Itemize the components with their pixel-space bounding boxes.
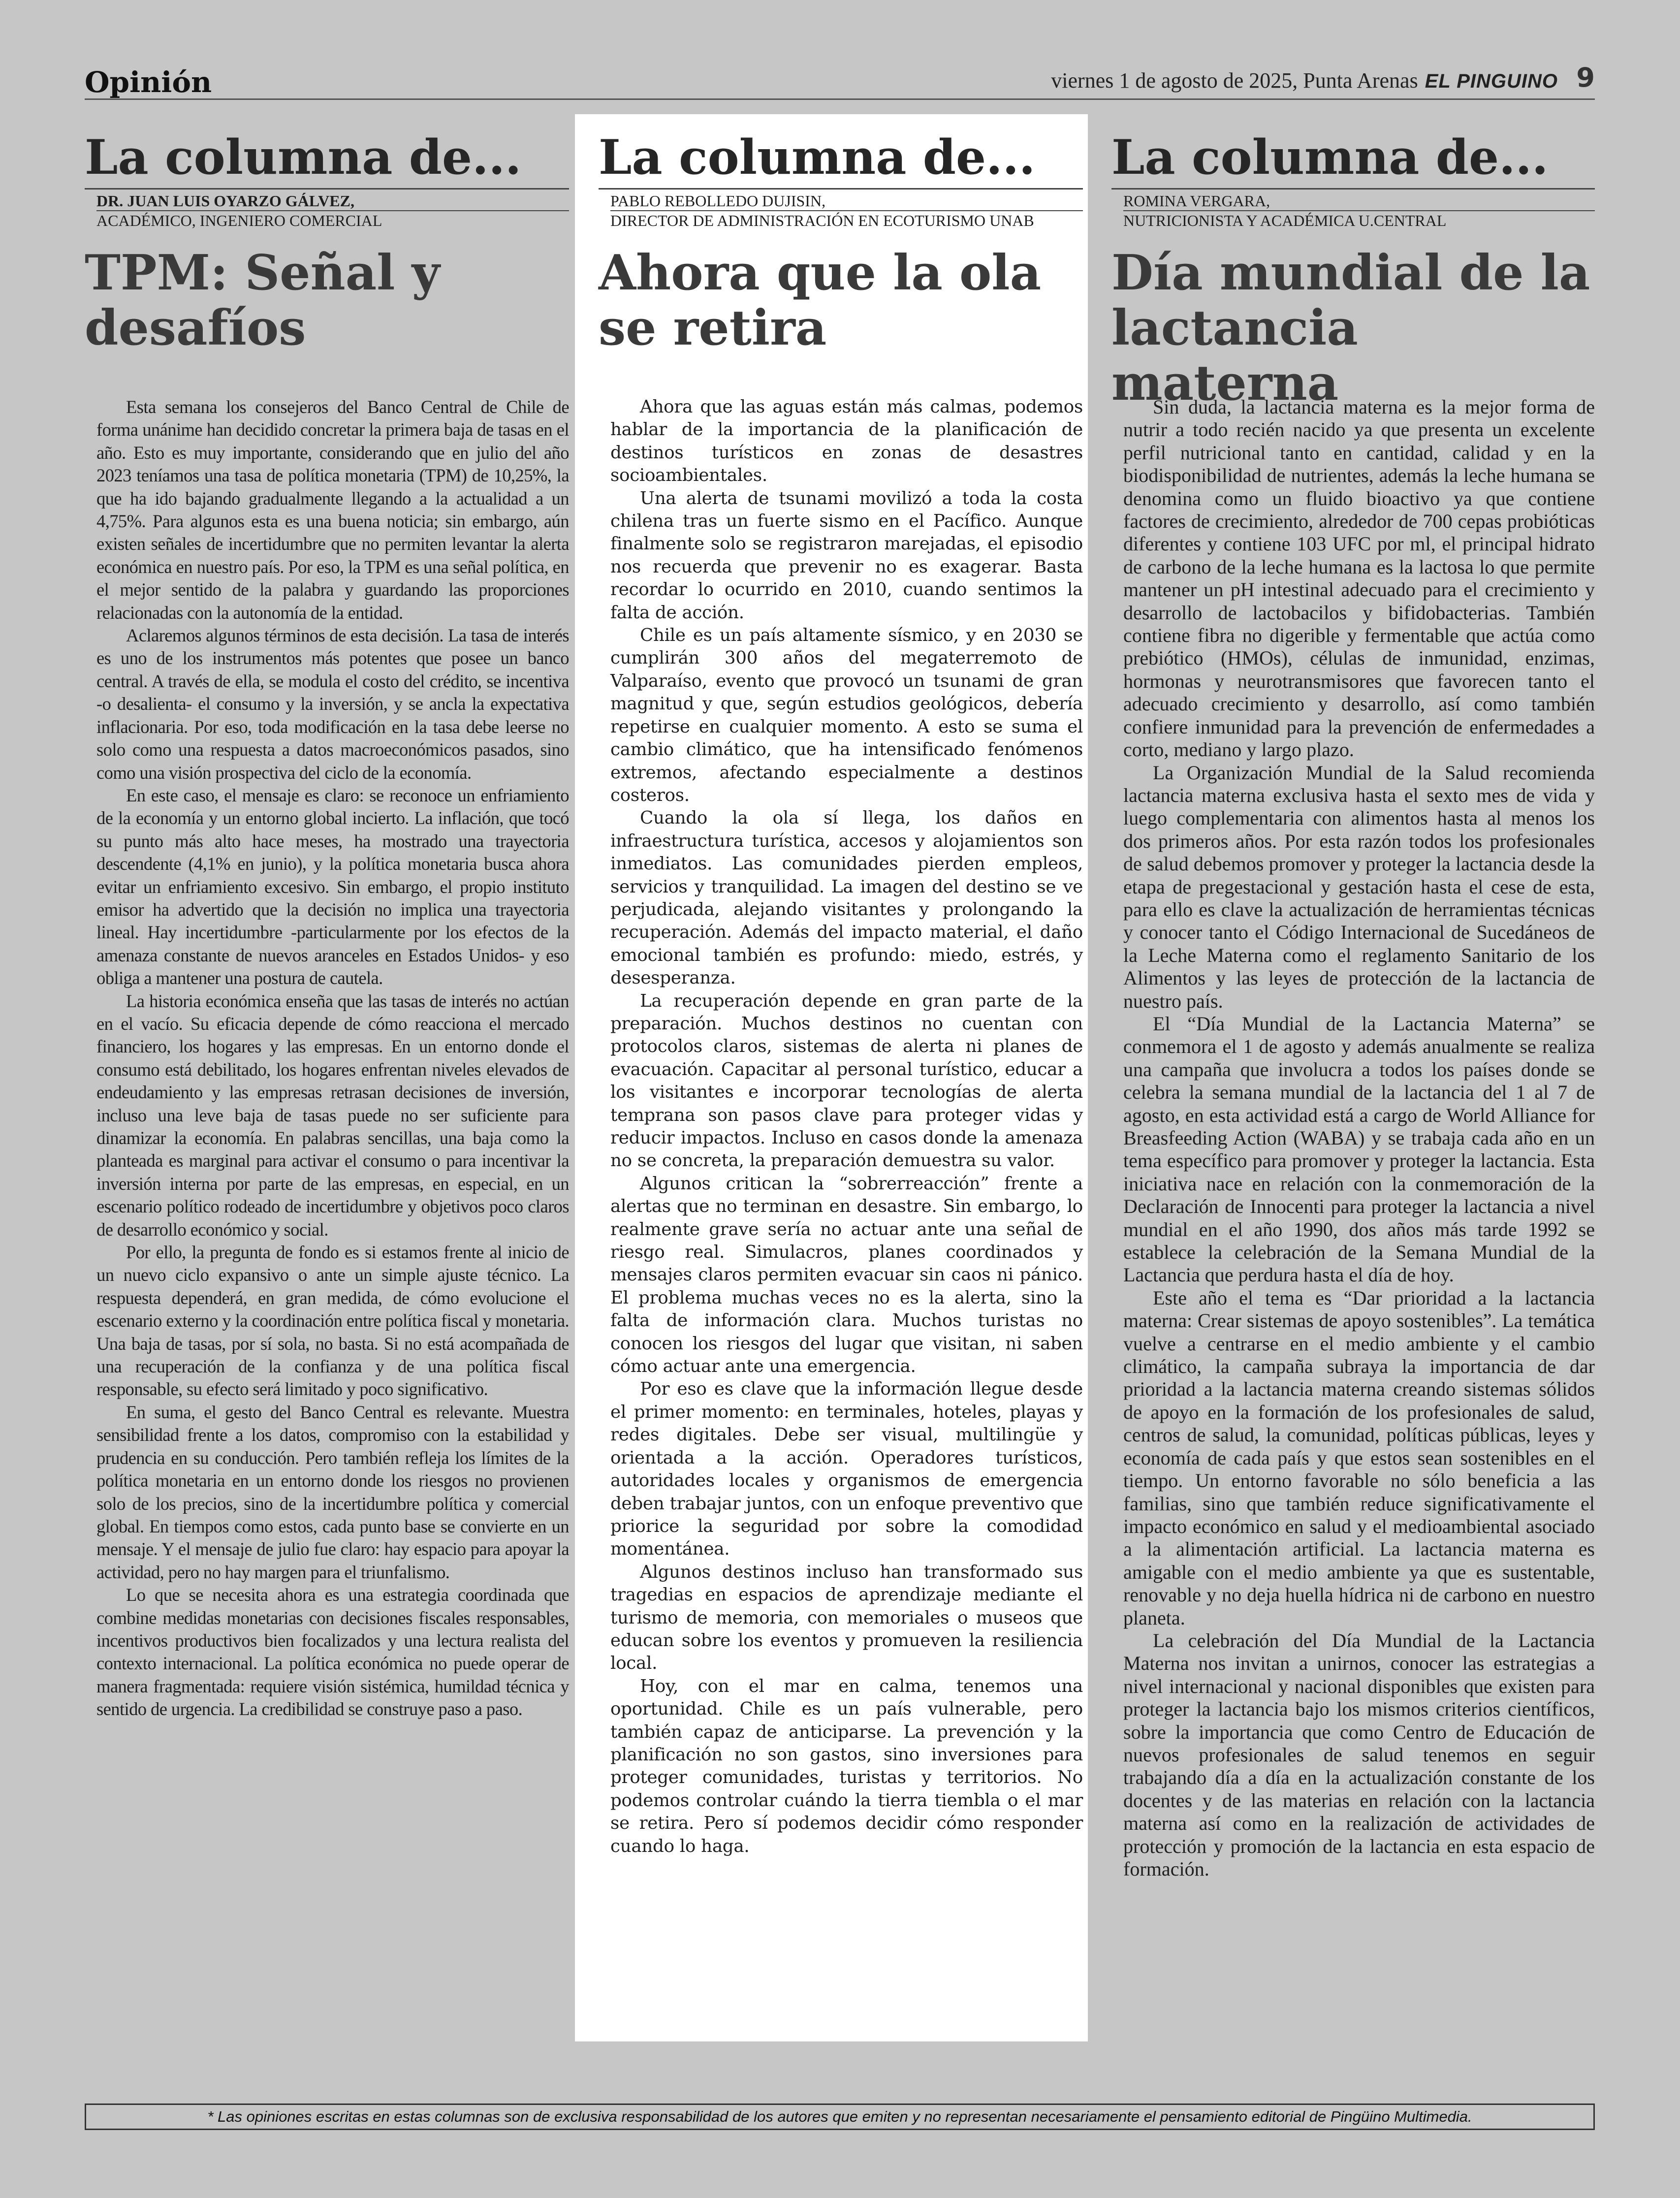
paragraph: En este caso, el mensaje es claro: se reconoce un enfriamiento de la economía y un entorno global incierto. La inflación, que tocó su punto más alto hace meses, ha mostrado una trayectoria descendente (4,1% en junio), y la política monetaria busca ahora evitar un enfriamiento excesivo. Sin embargo, el propio instituto emisor ha advertido que la decisión no implica una trayectoria lineal. Hay incertidumbre -particularmente por los efectos de la amenaza constante de nuevos aranceles en Estados Unidos- y eso obliga a mantener una postura de cautela. bbox=[96, 785, 569, 988]
author-name: DR. JUAN LUIS OYARZO GÁLVEZ, bbox=[96, 191, 569, 211]
author-role: NUTRICIONISTA Y ACADÉMICA U.CENTRAL bbox=[1123, 212, 1447, 229]
paragraph: El “Día Mundial de la Lactancia Materna” se conmemora el 1 de agosto y además anualmente se realiza una campaña que involucra a todos los países donde se celebra la semana mundial de la lactancia del 1 al 7 de agosto, en esta actividad está a cargo de World Alliance for Breasfeeding Action (WABA) y se trabaja cada año en un tema específico para promover y proteger la lactancia. Esta iniciativa nace en relación con la conmemoración de la Declaración de Innocenti para proteger la lactancia a nivel mundial en el año 1990, dos años más tarde 1992 se establece la celebración de la Semana Mundial de la Lactancia que perdura hasta el día de hoy. bbox=[1123, 1012, 1595, 1286]
article-body bbox=[610, 396, 1083, 1858]
author-name: ROMINA VERGARA, bbox=[1123, 191, 1595, 211]
byline bbox=[610, 191, 1083, 230]
article-headline: Ahora que la ola se retira bbox=[599, 245, 1042, 356]
paragraph: Lo que se necesita ahora es una estrategia coordinada que combine medidas monetarias con decisiones fiscales responsables, incentivos productivos bien focalizados y una lectura realista del contexto internacional. La política económica no puede operar de manera fragmentada: requiere visión sistémica, humildad técnica y sentido de urgencia. La credibilidad se construye paso a paso. bbox=[96, 1585, 569, 1720]
column-kicker: La columna de... bbox=[1111, 134, 1595, 190]
newspaper-brand: EL PINGUINO bbox=[1425, 70, 1558, 92]
paragraph: La recuperación depende en gran parte de la preparación. Muchos destinos no cuentan con protocolos claros, sistemas de alerta ni planes de evacuación. Capacitar al personal turístico, educar a los visitantes e incorporar tecnologías de alerta temprana son pasos clave para proteger vidas y reducir impactos. Incluso en casos donde la amenaza no se concreta, la preparación demuestra su valor. bbox=[610, 990, 1083, 1171]
byline bbox=[1123, 191, 1595, 230]
column-3 bbox=[1111, 114, 1595, 1880]
paragraph: Hoy, con el mar en calma, tenemos una oportunidad. Chile es un país vulnerable, pero también capaz de anticiparse. La prevención y la planificación no son gastos, sino inversiones para proteger comunidades, turistas y territorios. No podemos controlar cuándo la tierra tiembla o el mar se retira. Pero sí podemos decidir cómo responder cuando lo haga. bbox=[610, 1676, 1083, 1856]
date-line bbox=[1051, 68, 1558, 93]
paragraph: Sin duda, la lactancia materna es la mejor forma de nutrir a todo recién nacido ya que presenta un excelente perfil nutricional tanto en cantidad, calidad y en la biodisponibilidad de nutrientes, además la leche humana se denomina como un fluido bioactivo ya que contiene factores de crecimiento, alrededor de 700 cepas probióticas diferentes y contiene 103 UFC por ml, el principal hidrato de carbono de la leche humana es la lactosa lo que permite mantener un pH intestinal adecuado para el crecimiento y desarrollo de lactobacilos y bifidobacterias. También contiene fibra no digerible y fermentable que actúa como prebiótico (HMOs), células de inmunidad, enzimas, hormonas y neurotransmisores que favorecen tanto el adecuado crecimiento y desarrollo, así como también confiere inmunidad para la prevención de enfermedades a corto, mediano y largo plazo. bbox=[1123, 396, 1595, 761]
paragraph: Chile es un país altamente sísmico, y en 2030 se cumplirán 300 años del megaterremoto de Valparaíso, evento que provocó un tsunami de gran magnitud y que, según estudios geológicos, debería repetirse en cualquier momento. A esto se suma el cambio climático, que ha intensificado fenómenos extremos, afectando especialmente a destinos costeros. bbox=[610, 625, 1083, 805]
paragraph: Algunos destinos incluso han transformado sus tragedias en espacios de aprendizaje mediante el turismo de memoria, con memoriales o museos que educan sobre los eventos y promueven la resiliencia local. bbox=[610, 1561, 1083, 1674]
column-kicker: La columna de... bbox=[85, 134, 569, 190]
paragraph: Aclaremos algunos términos de esta decisión. La tasa de interés es uno de los instrumentos más potentes que posee un banco central. A través de ella, se modula el costo del crédito, se incentiva -o desalienta- el consumo y la inversión, y se ancla la expectativa inflacionaria. Por eso, toda modificación en la tasa debe leerse no solo como una respuesta a datos macroeconómicos pasados, sino como una visión prospectiva del ciclo de la economía. bbox=[96, 625, 569, 783]
date-location: viernes 1 de agosto de 2025, Punta Arenas bbox=[1051, 68, 1418, 93]
paragraph: Por ello, la pregunta de fondo es si estamos frente al inicio de un nuevo ciclo expansivo o ante un simple ajuste técnico. La respuesta dependerá, en gran medida, de cómo evolucione el escenario externo y la coordinación entre política fiscal y monetaria. Una baja de tasas, por sí sola, no basta. Si no está acompañada de una recuperación de la confianza y de una política fiscal responsable, su efecto será limitado y poco significativo. bbox=[96, 1242, 569, 1400]
paragraph: Esta semana los consejeros del Banco Central de Chile de forma unánime han decidido concretar la primera baja de tasas en el año. Esto es muy importante, considerando que en julio del año 2023 teníamos una tasa de política monetaria (TPM) de 10,25%, la que ha ido bajando gradualmente llegando a la actualidad a un 4,75%. Para algunos esta es una buena noticia; sin embargo, aún existen señales de incertidumbre que no permiten levantar la alerta económica en nuestro país. Por eso, la TPM es una señal política, en el mejor sentido de la palabra y guardando las proporciones relacionadas con la autonomía de la entidad. bbox=[96, 397, 569, 623]
paragraph: Una alerta de tsunami movilizó a toda la costa chilena tras un fuerte sismo en el Pacífico. Aunque finalmente solo se registraron marejadas, el episodio nos recuerda que prevenir no es exagerar. Basta recordar lo ocurrido en 2010, cuando sentimos la falta de acción. bbox=[610, 488, 1083, 623]
byline bbox=[96, 191, 569, 230]
article-headline: Día mundial de la lactancia materna bbox=[1111, 245, 1590, 412]
paragraph: La Organización Mundial de la Salud recomienda lactancia materna exclusiva hasta el sexto mes de vida y luego complementaria con alimentos hasta al menos los dos primeros años. Por esta razón todos los profesionales de salud debemos promover y proteger la lactancia desde la etapa de pregestacional y gestación hasta el cese de esta, para ello es clave la actualización de herramientas técnicas y conocer tanto el Código Internacional de Sucedáneos de la Leche Materna como el reglamento Sanitario de los Alimentos y las leyes de protección de la lactancia de nuestro país. bbox=[1123, 761, 1595, 1012]
page-number: 9 bbox=[1576, 62, 1595, 93]
author-role: ACADÉMICO, INGENIERO COMERCIAL bbox=[96, 212, 382, 229]
masthead bbox=[85, 60, 1595, 100]
article-body bbox=[1123, 396, 1595, 1880]
column-2 bbox=[599, 114, 1083, 1856]
paragraph: Este año el tema es “Dar prioridad a la lactancia materna: Crear sistemas de apoyo sostenibles”. La temática vuelve a centrarse en el medio ambiente y el cambio climático, la campaña subraya la importancia de dar prioridad a la lactancia materna creando sistemas sólidos de apoyo en la formación de los profesionales de salud, centros de salud, la comunidad, políticas públicas, leyes y economía de cada país y que estos sean sostenibles en el tiempo. Un entorno favorable no sólo beneficia a las familias, sino que también reduce significativamente el impacto económico en salud y el medioambiental asociado a la alimentación artificial. La lactancia materna es amigable con el medio ambiente ya que es sustentable, renovable y no deja huella hídrica ni de carbono en nuestro planeta. bbox=[1123, 1286, 1595, 1629]
paragraph: La historia económica enseña que las tasas de interés no actúan en el vacío. Su eficacia depende de cómo reacciona el mercado financiero, los hogares y las empresas. En un entorno donde el consumo está debilitado, los hogares enfrentan niveles elevados de endeudamiento y las empresas retrasan decisiones de inversión, incluso una leve baja de tasas puede no ser suficiente para dinamizar la economía. En palabras sencillas, una baja como la planteada es marginal para activar el consumo o para incentivar la inversión interna por parte de las empresas, en especial, en un escenario político rodeado de incertidumbre y objetivos poco claros de desarrollo económico y social. bbox=[96, 990, 569, 1240]
column-1 bbox=[85, 114, 569, 1720]
disclaimer-box: * Las opiniones escritas en estas columnas son de exclusiva responsabilidad de los autores que emiten y no representan necesariamente el pensamiento editorial de Pingüino Multimedia. bbox=[85, 2103, 1595, 2130]
paragraph: Cuando la ola sí llega, los daños en infraestructura turística, accesos y alojamientos son inmediatos. Las comunidades pierden empleos, servicios y tranquilidad. La imagen del destino se ve perjudicada, alejando visitantes y prolongando la recuperación. Además del impacto material, el daño emocional también es profundo: miedo, estrés, y desesperanza. bbox=[610, 808, 1083, 988]
section-label: Opinión bbox=[85, 65, 212, 99]
paragraph: En suma, el gesto del Banco Central es relevante. Muestra sensibilidad frente a los datos, compromiso con la estabilidad y prudencia en su conducción. Pero también refleja los límites de la política monetaria en un entorno donde los riesgos no provienen solo de los precios, sino de la incertidumbre política y comercial global. En tiempos como estos, cada punto base se convierte en un mensaje. Y el mensaje de julio fue claro: hay espacio para apoyar la actividad, pero no hay margen para el triunfalismo. bbox=[96, 1402, 569, 1582]
paragraph: Algunos critican la “sobrerreacción” frente a alertas que no terminan en desastre. Sin embargo, lo realmente grave sería no actuar ante una señal de riesgo real. Simulacros, planes coordinados y mensajes claros permiten evacuar sin caos ni pánico. El problema muchas veces no es la alerta, sino la falta de información clara. Muchos turistas no conocen los riesgos del lugar que visitan, ni saben cómo actuar ante una emergencia. bbox=[610, 1173, 1083, 1377]
author-role: DIRECTOR DE ADMINISTRACIÓN EN ECOTURISMO UNAB bbox=[610, 212, 1034, 229]
author-name: PABLO REBOLLEDO DUJISIN, bbox=[610, 191, 1083, 211]
paragraph: Por eso es clave que la información llegue desde el primer momento: en terminales, hoteles, playas y redes digitales. Debe ser visual, multilingüe y orientada a la acción. Operadores turísticos, autoridades locales y organismos de emergencia deben trabajar juntos, con un enfoque preventivo que priorice la seguridad por sobre la comodidad momentánea. bbox=[610, 1379, 1083, 1560]
article-headline: TPM: Señal y desafíos bbox=[85, 245, 440, 356]
column-kicker: La columna de... bbox=[599, 134, 1083, 190]
article-body bbox=[96, 396, 569, 1721]
paragraph: Ahora que las aguas están más calmas, podemos hablar de la importancia de la planificación de destinos turísticos en zonas de desastres socioambientales. bbox=[610, 397, 1083, 486]
paragraph: La celebración del Día Mundial de la Lactancia Materna nos invitan a unirnos, conocer las estrategias a nivel internacional y nacional disponibles que existen para proteger la lactancia bajo los mismos criterios científicos, sobre la importancia que como Centro de Educación de nuevos profesionales de salud tenemos en seguir trabajando día a día en la actualización constante de los docentes y de las materias en relación con la lactancia materna así como en la realización de actividades de protección y promoción de la lactancia en esta espacio de formación. bbox=[1123, 1629, 1595, 1880]
